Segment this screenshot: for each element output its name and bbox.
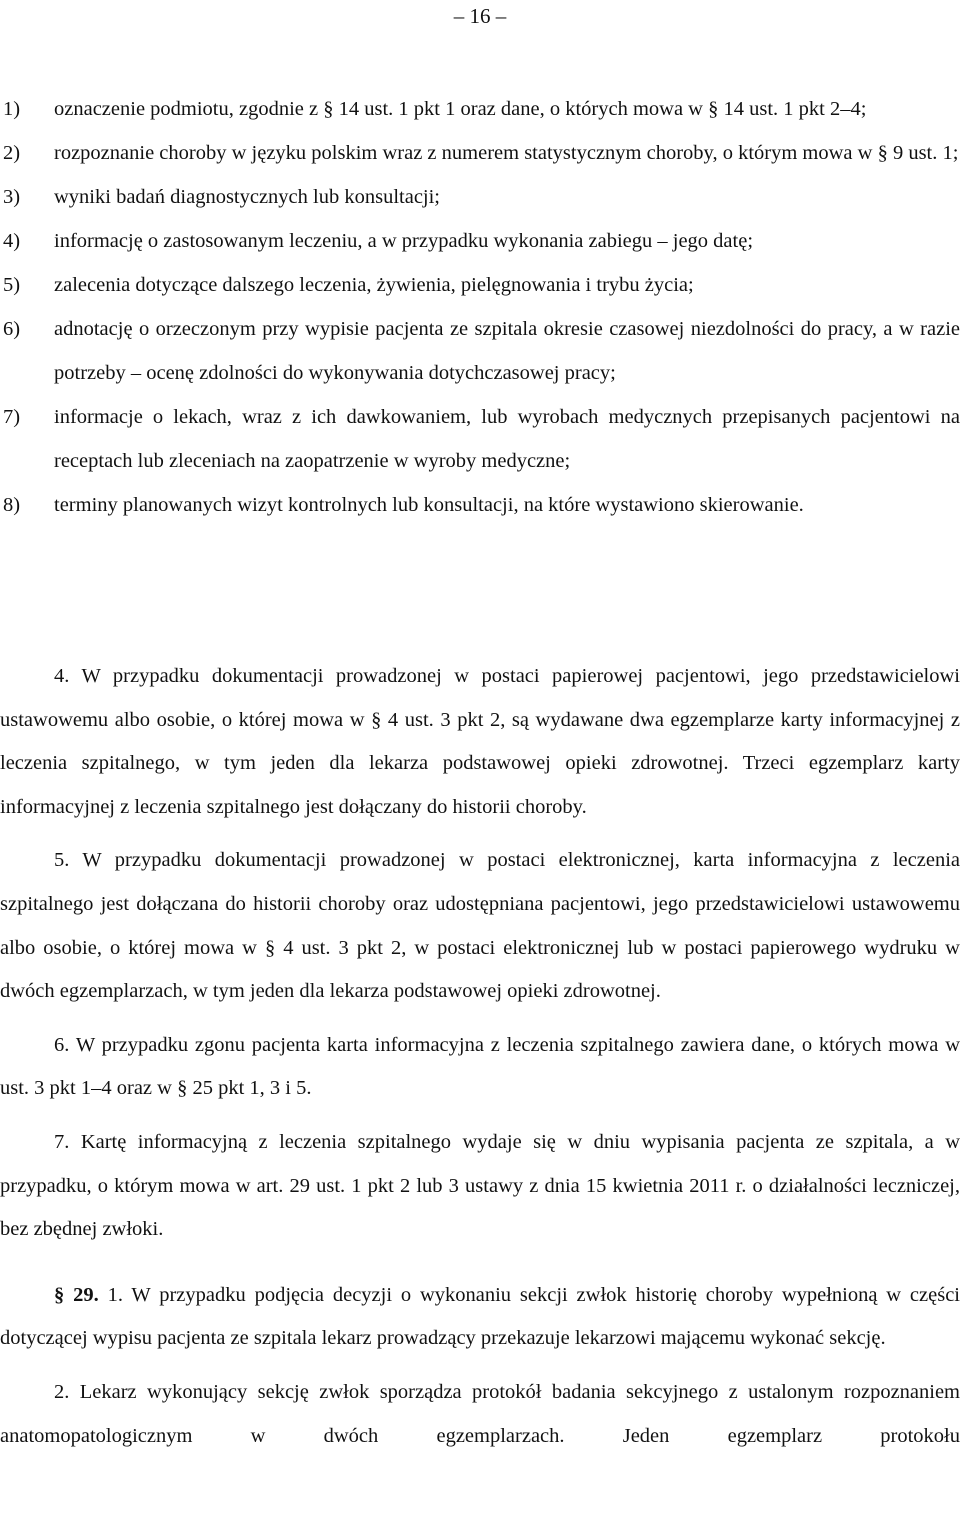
paragraph-number: 4. [54,665,70,687]
paragraph-gap [0,829,960,839]
list-item [0,395,960,483]
paragraph-text: Lekarz wykonujący sekcję zwłok sporządza protokół badania sekcyjnego z ustalonym rozpoznaniem anatomopatologicznym w dwóch egzemplarzach. Jeden egzemplarz protokołu [0,1380,960,1447]
paragraph [0,1024,960,1111]
paragraph-number: 5. [54,849,70,872]
paragraph-gap [0,1361,960,1371]
paragraph-number: 1. [107,1283,123,1306]
list-item-text: adnotację o orzeczonym przy wypisie pacjenta ze szpitala okresie czasowej niezdolności do pracy, a w razie potrzeby – ocenę zdolności do wykonywania dotychczasowej pracy; [54,318,960,384]
paragraph-text: W przypadku zgonu pacjenta karta informacyjna z leczenia szpitalnego zawiera dane, o których mowa w ust. 3 pkt 1–4 oraz w § 25 pkt 1, 3 i 5. [0,1033,960,1100]
list-item-text: terminy planowanych wizyt kontrolnych lub konsultacji, na które wystawiono skierowanie. [54,494,804,516]
paragraph-text: W przypadku dokumentacji prowadzonej w postaci papierowej pacjentowi, jego przedstawicielowi ustawowemu albo osobie, o której mowa w § 4 ust. 3 pkt 2, są wydawane dwa egzemplarze karty informacyjnej z leczenia szpitalnego, w tym jeden dla lekarza podstawowej opieki zdrowotnej. Trzeci egzemplarz karty informacyjnej z leczenia szpitalnego jest dołączany do historii choroby. [0,665,960,818]
list-item-text: oznaczenie podmiotu, zgodnie z § 14 ust. 1 pkt 1 oraz dane, o których mowa w § 14 ust. 1 pkt 2–4; [54,98,867,120]
list-item-number: 7) [3,406,21,428]
section-29-paragraph [0,1274,960,1361]
list-item [0,219,960,263]
list-item-text: wyniki badań diagnostycznych lub konsultacji; [54,186,441,208]
list-item-number: 5) [3,274,21,296]
paragraph-number: 6. [54,1033,70,1056]
list-item-number: 4) [3,230,21,252]
section-29-paragraph-2 [0,1371,960,1458]
list-item-text: zalecenia dotyczące dalszego leczenia, żywienia, pielęgnowania i trybu życia; [54,274,694,296]
list-item-number: 6) [3,318,21,340]
paragraph-number: 7. [54,1130,70,1153]
page-number: – 16 – [453,4,507,28]
list-item-text: rozpoznanie choroby w języku polskim wraz z numerem statystycznym choroby, o którym mowa w § 9 ust. 1; [54,142,959,164]
paragraph-gap [0,1014,960,1024]
section-label: § 29. [54,1283,99,1306]
paragraph [0,1121,960,1252]
paragraph-text: W przypadku podjęcia decyzji o wykonaniu sekcji zwłok historię choroby wypełnioną w części dotyczącej wypisu pacjenta ze szpitala lekarz prowadzący przekazuje lekarzowi mającemu wykonać sekcję. [0,1283,960,1350]
paragraph [0,839,960,1013]
paragraph-text: W przypadku dokumentacji prowadzonej w postaci elektronicznej, karta informacyjna z leczenia szpitalnego jest dołączana do historii choroby oraz udostępniana pacjentowi, jego przedstawicielowi ustawowemu albo osobie, o której mowa w § 4 ust. 3 pkt 2, w postaci elektronicznej lub w postaci papierowego wydruku w dwóch egzemplarzach, w tym jeden dla lekarza podstawowej opieki zdrowotnej. [0,849,960,1003]
enumerated-list [0,87,960,527]
list-item [0,263,960,307]
paragraph-gap [0,1111,960,1121]
list-item-text: informacje o lekach, wraz z ich dawkowaniem, lub wyrobach medycznych przepisanych pacjentowi na receptach lub zleceniach na zaopatrzenie w wyroby medyczne; [54,406,960,472]
paragraph-text: Kartę informacyjną z leczenia szpitalnego wydaje się w dniu wypisania pacjenta ze szpitala, a w przypadku, o którym mowa w art. 29 ust. 1 pkt 2 lub 3 ustawy z dnia 15 kwietnia 2011 r. o działalności leczniczej, bez zbędnej zwłoki. [0,1130,960,1241]
list-item-number: 8) [3,494,21,516]
list-item [0,87,960,131]
list-item [0,175,960,219]
list-item-number: 2) [3,142,21,164]
paragraph [0,655,960,829]
paragraphs [0,655,960,1458]
list-item-text: informację o zastosowanym leczeniu, a w przypadku wykonania zabiegu – jego datę; [54,230,754,252]
paragraph-gap [0,1252,960,1274]
list-item [0,131,960,175]
list-item [0,307,960,395]
paragraph-number: 2. [54,1380,70,1403]
list-item-number: 3) [3,186,21,208]
list-item-number: 1) [3,98,21,120]
list-item [0,483,960,527]
